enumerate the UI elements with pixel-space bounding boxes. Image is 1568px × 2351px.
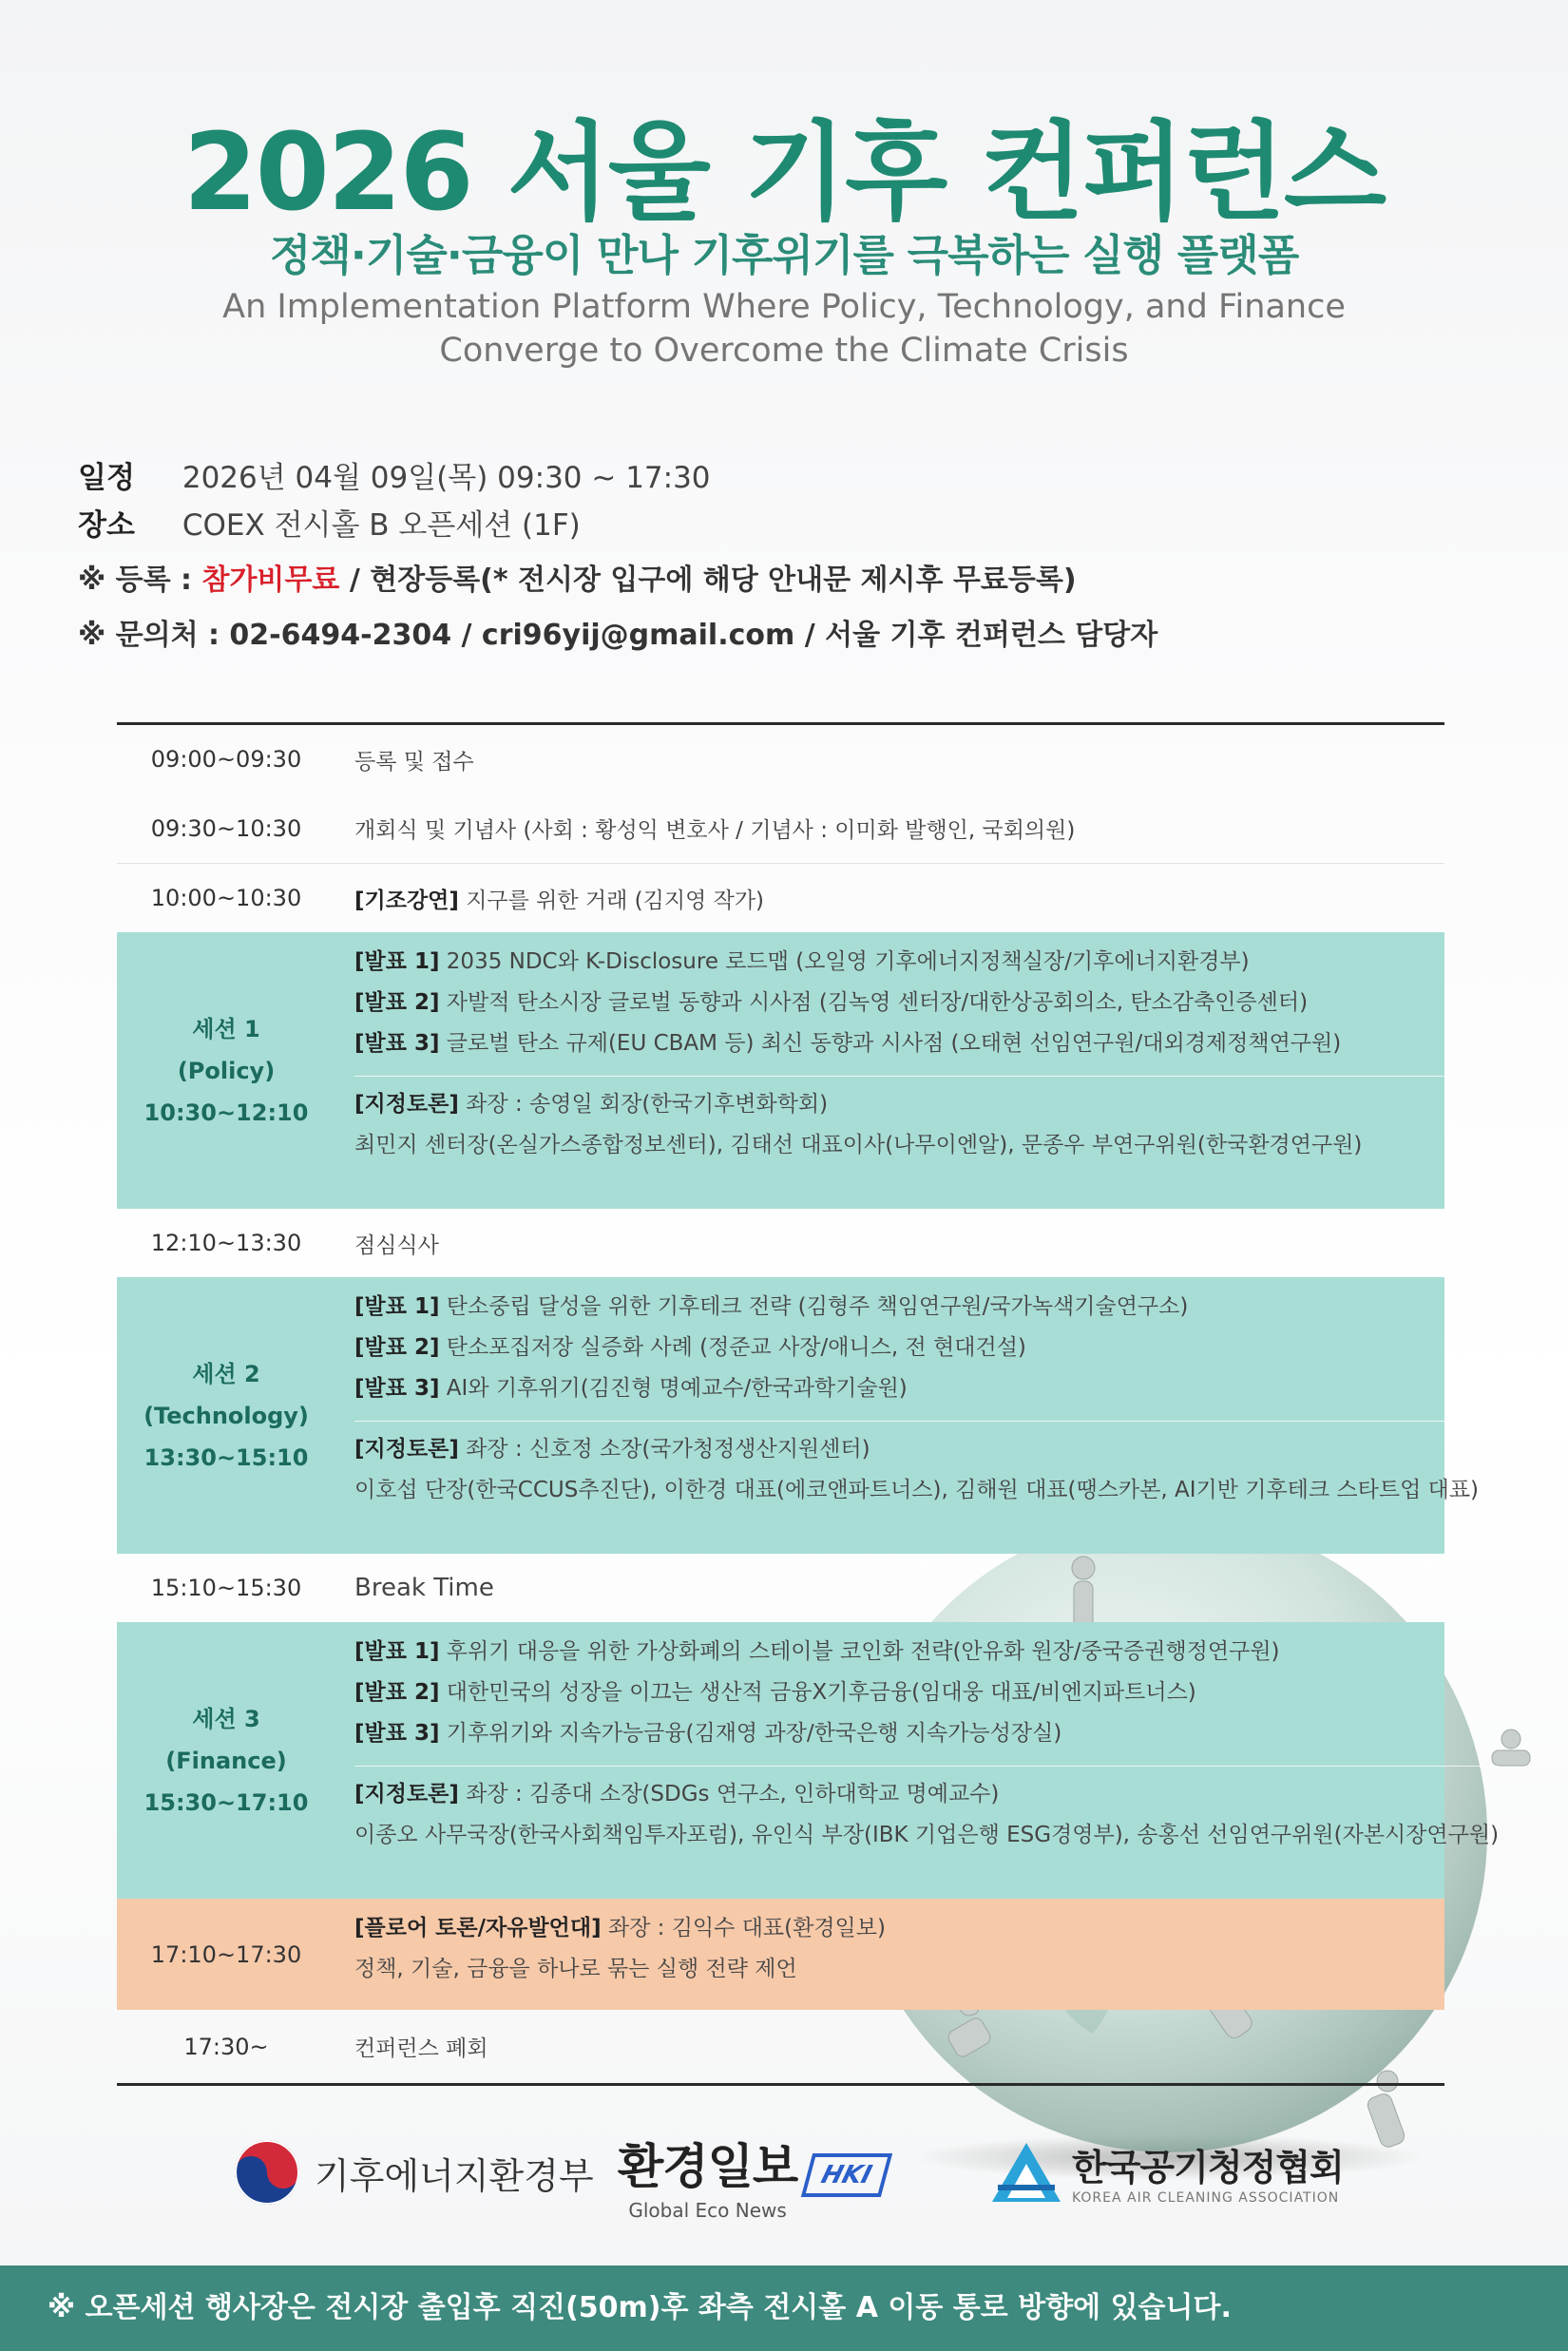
keynote-tag: [기조강연]	[354, 888, 459, 913]
session-time: 15:30~17:10	[143, 1788, 309, 1816]
presentation-text: 탄소중립 달성을 위한 기후테크 전략 (김형주 책임연구원/국가녹색기술연구소)	[446, 1294, 1189, 1319]
session-divider	[354, 1421, 1479, 1422]
session-theme: (Finance)	[165, 1747, 287, 1774]
ministry-logo	[233, 2138, 594, 2207]
session-theme: (Technology)	[143, 1402, 309, 1429]
session-divider	[354, 1766, 1499, 1767]
floor-discussion-title	[354, 1908, 1444, 1949]
schedule-time: 09:00~09:30	[150, 746, 302, 773]
schedule-time: 17:30~	[183, 2033, 269, 2060]
discussion-panel: 최민지 센터장(온실가스종합정보센터), 김태선 대표이사(나무이엔알), 문종우 부연구위원(한국환경연구원)	[354, 1133, 1363, 1157]
session-2-block	[117, 1277, 1480, 1554]
presentation-text: 대한민국의 성장을 이끄는 생산적 금융X기후금융(임대웅 대표/비엔지파트너스)	[446, 1680, 1196, 1705]
session-name: 세션 2	[192, 1360, 260, 1387]
footer-banner	[0, 2265, 1568, 2351]
schedule-item	[335, 883, 1444, 914]
session-divider	[354, 1076, 1444, 1077]
schedule-item: 등록 및 접수	[354, 749, 474, 774]
presentation-tag: [발표 3]	[354, 1031, 440, 1056]
presentation-tag: [발표 1]	[354, 1294, 440, 1319]
registration-free: 참가비무료	[201, 564, 340, 597]
presentation-tag: [발표 3]	[354, 1721, 440, 1746]
session-2-label	[117, 1277, 335, 1554]
presentation-3	[354, 1713, 1499, 1754]
schedule-item: Break Time	[354, 1574, 494, 1602]
presentation-text: 후위기 대응을 위한 가상화폐의 스테이블 코인화 전략(안유화 원장/중국증권행정연구원)	[446, 1639, 1280, 1664]
newspaper-subtitle: Global Eco News	[628, 2199, 787, 2222]
schedule-time: 12:10~13:30	[150, 1230, 302, 1256]
schedule-row-keynote	[117, 864, 1444, 932]
date-label: 일정	[78, 461, 135, 495]
subtitle-korean: 정책·기술·금융이 만나 기후위기를 극복하는 실행 플랫폼	[269, 230, 1299, 280]
contact-row: ※ 문의처 : 02-6494-2304 / cri96yij@gmail.com / 서울 기후 컨퍼런스 담당자	[78, 619, 1158, 652]
session-name: 세션 1	[192, 1015, 260, 1042]
presentation-tag: [발표 2]	[354, 1680, 440, 1705]
venue-label: 장소	[78, 508, 135, 543]
schedule-row-closing	[117, 2010, 1444, 2083]
presentation-tag: [발표 2]	[354, 1335, 440, 1360]
keynote-text: 지구를 위한 거래 (김지영 작가)	[466, 888, 765, 913]
schedule-row-registration	[117, 725, 1444, 793]
venue-value: COEX 전시홀 B 오픈세션 (1F)	[182, 508, 581, 543]
floor-chair: 좌장 : 김익수 대표(환경일보)	[607, 1916, 886, 1940]
discussion-chair-text: 좌장 : 신호정 소장(국가청정생산지원센터)	[466, 1437, 870, 1462]
session-theme: (Policy)	[177, 1057, 276, 1084]
registration-details: / 현장등록(* 전시장 입구에 해당 안내문 제시후 무료등록)	[349, 564, 1077, 597]
association-triangle-icon	[990, 2139, 1062, 2206]
presentation-text: AI와 기후위기(김진형 명예교수/한국과학기술원)	[446, 1376, 908, 1401]
date-value: 2026년 04월 09일(목) 09:30 ~ 17:30	[182, 461, 711, 495]
schedule-row-lunch	[117, 1209, 1444, 1277]
registration-row	[78, 557, 1484, 604]
ministry-name: 기후에너지환경부	[315, 2154, 594, 2197]
presentation-tag: [발표 3]	[354, 1376, 440, 1401]
discussion-panel: 이종오 사무국장(한국사회책임투자포럼), 유인식 부장(IBK 기업은행 ESG경영부), 송홍선 선임연구위원(자본시장연구원)	[354, 1823, 1500, 1847]
schedule-time: 10:00~10:30	[150, 885, 302, 911]
session-3-content	[335, 1622, 1499, 1899]
schedule-time: 17:10~17:30	[150, 1940, 302, 1968]
schedule-item: 컨퍼런스 폐회	[354, 2036, 488, 2061]
presentation-tag: [발표 2]	[354, 990, 440, 1015]
presentation-text: 2035 NDC와 K-Disclosure 로드맵 (오일영 기후에너지정책실장/기후에너지환경부)	[446, 949, 1250, 974]
floor-discussion-content	[335, 1899, 1444, 2010]
subtitle-english-line2: Converge to Overcome the Climate Crisis	[439, 332, 1129, 370]
date-row	[78, 454, 1484, 502]
session-1-label	[117, 932, 335, 1209]
subtitle-english-line1: An Implementation Platform Where Policy, Technology, and Finance	[222, 288, 1346, 326]
presentation-2	[354, 1328, 1479, 1368]
presentation-3	[354, 1368, 1479, 1409]
sponsor-logos	[0, 2119, 1568, 2252]
newspaper-name: 환경일보	[618, 2139, 798, 2194]
presentation-3	[354, 1023, 1444, 1064]
discussion-tag: [지정토론]	[354, 1092, 459, 1117]
presentation-tag: [발표 1]	[354, 949, 440, 974]
taegeuk-icon	[233, 2138, 301, 2207]
presentation-text: 탄소포집저장 실증화 사례 (정준교 사장/애니스, 전 현대건설)	[446, 1335, 1026, 1360]
session-2-content	[335, 1277, 1479, 1554]
newspaper-logo	[618, 2129, 887, 2222]
schedule-table	[117, 722, 1500, 2086]
session-name: 세션 3	[192, 1705, 260, 1732]
page-title: 2026 서울 기후 컨퍼런스	[182, 111, 1386, 235]
presentation-1	[354, 1287, 1479, 1328]
subtitle-english	[0, 285, 1568, 373]
session-3-label	[117, 1622, 335, 1899]
association-english: KOREA AIR CLEANING ASSOCIATION	[1072, 2190, 1340, 2206]
presentation-2	[354, 1672, 1499, 1713]
schedule-time: 15:10~15:30	[150, 1575, 302, 1601]
registration-prefix: ※ 등록 :	[78, 564, 193, 597]
discussion-tag: [지정토론]	[354, 1782, 459, 1806]
floor-discussion-text: 정책, 기술, 금융을 하나로 묶는 실행 전략 제언	[354, 1957, 797, 1981]
schedule-row-opening	[117, 793, 1444, 864]
discussion-tag: [지정토론]	[354, 1437, 459, 1462]
session-1-block	[117, 932, 1444, 1209]
presentation-2	[354, 983, 1444, 1023]
discussion-chair	[354, 1084, 1444, 1125]
schedule-item: 개회식 및 기념사 (사회 : 황성익 변호사 / 기념사 : 이미화 발행인, 국회의원)	[354, 818, 1076, 843]
schedule-row-break	[117, 1554, 1444, 1622]
venue-row	[78, 502, 1484, 549]
session-time: 10:30~12:10	[143, 1099, 309, 1126]
event-info	[78, 454, 1484, 659]
association-name: 한국공기청정협회	[1072, 2147, 1344, 2189]
discussion-chair-text: 좌장 : 송영일 회장(한국기후변화학회)	[466, 1092, 829, 1117]
schedule-item: 점심식사	[354, 1233, 439, 1258]
schedule-time: 09:30~10:30	[150, 814, 302, 842]
presentation-text: 자발적 탄소시장 글로벌 동향과 시사점 (김녹영 센터장/대한상공회의소, 탄소감축인증센터)	[446, 990, 1309, 1015]
floor-tag: [플로어 토론/자유발언대]	[354, 1916, 602, 1940]
discussion-chair-text: 좌장 : 김종대 소장(SDGs 연구소, 인하대학교 명예교수)	[466, 1782, 1000, 1806]
session-3-block	[117, 1622, 1500, 1899]
hki-mark: HKI	[801, 2153, 892, 2197]
discussion-chair	[354, 1429, 1479, 1470]
session-time: 13:30~15:10	[143, 1443, 309, 1471]
association-logo	[990, 2138, 1344, 2206]
discussion-panel: 이호섭 단장(한국CCUS추진단), 이한경 대표(에코앤파트너스), 김해원 대표(땡스카본, AI기반 기후테크 스타트업 대표)	[354, 1478, 1480, 1502]
presentation-tag: [발표 1]	[354, 1639, 440, 1664]
footer-notice: ※ 오픈세션 행사장은 전시장 출입후 직진(50m)후 좌측 전시홀 A 이동 통로 방향에 있습니다.	[48, 2291, 1232, 2324]
presentation-1	[354, 942, 1444, 983]
session-1-content	[335, 932, 1444, 1209]
floor-discussion-block	[117, 1899, 1444, 2010]
presentation-text: 기후위기와 지속가능금융(김재영 과장/한국은행 지속가능성장실)	[446, 1721, 1062, 1746]
presentation-1	[354, 1632, 1499, 1672]
presentation-text: 글로벌 탄소 규제(EU CBAM 등) 최신 동향과 시사점 (오태현 선임연구원/대외경제정책연구원)	[446, 1031, 1342, 1056]
discussion-chair	[354, 1774, 1499, 1815]
